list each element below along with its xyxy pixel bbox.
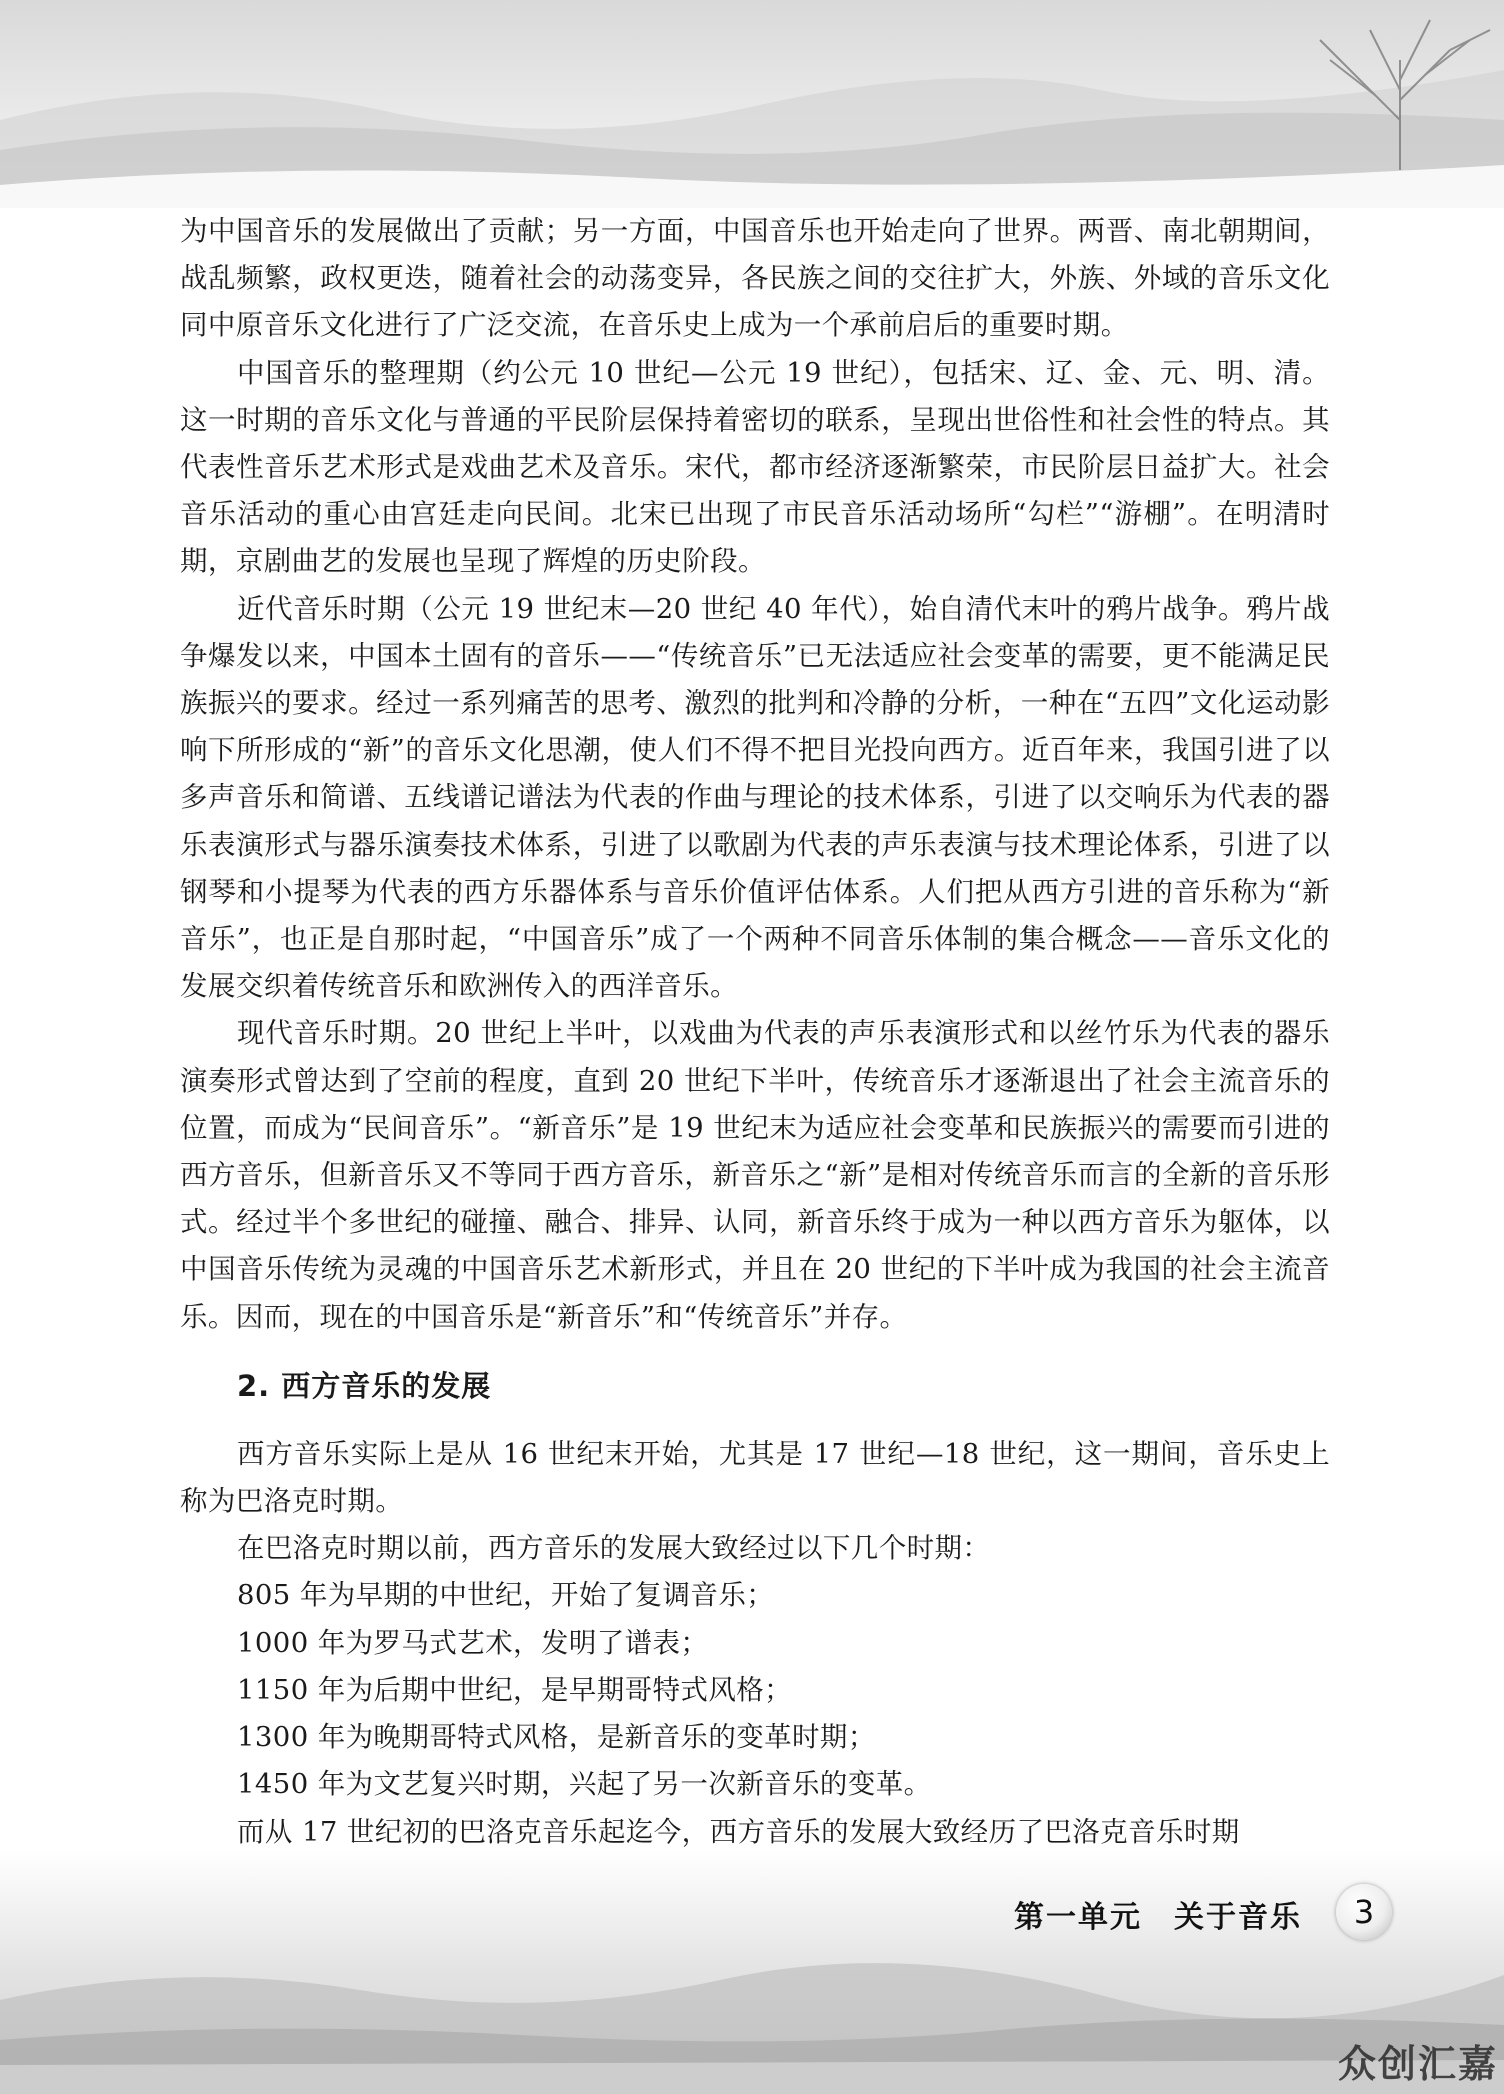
period-list-item: 805 年为早期的中世纪，开始了复调音乐； xyxy=(237,1579,775,1612)
page-footer xyxy=(980,1884,1400,1944)
body-text xyxy=(180,208,1330,1856)
period-list-item: 1000 年为罗马式艺术，发明了谱表； xyxy=(237,1626,709,1659)
period-list-item: 1300 年为晚期哥特式风格，是新音乐的变革时期； xyxy=(237,1721,876,1754)
paragraph-consolidation-period: 中国音乐的整理期（约公元 10 世纪—公元 19 世纪），包括宋、辽、金、元、明、清。这一时期的音乐文化与普通的平民阶层保持着密切的联系，呈现出世俗性和社会性的特点。其代表性音乐艺术形式是戏曲艺术及音乐。宋代，都市经济逐渐繁荣，市民阶层日益扩大。社会音乐活动的重心由宫廷走向民间。北宋已出现了市民音乐活动场所“勾栏”“游棚”。在明清时期，京剧曲艺的发展也呈现了辉煌的历史阶段。 xyxy=(180,356,1330,578)
paragraph-continuation: 为中国音乐的发展做出了贡献；另一方面，中国音乐也开始走向了世界。两晋、南北朝期间，战乱频繁，政权更迭，随着社会的动荡变异，各民族之间的交往扩大，外族、外域的音乐文化同中原音乐文化进行了广泛交流，在音乐史上成为一个承前启后的重要时期。 xyxy=(180,215,1330,342)
section-heading: 2. 西方音乐的发展 xyxy=(237,1368,492,1403)
paragraph-modern-era: 近代音乐时期（公元 19 世纪末—20 世纪 40 年代），始自清代末叶的鸦片战争。鸦片战争爆发以来，中国本土固有的音乐——“传统音乐”已无法适应社会变革的需要，更不能满足民族振兴的要求。经过一系列痛苦的思考、激烈的批判和冷静的分析，一种在“五四”文化运动影响下所形成的“新”的音乐文化思潮，使人们不得不把目光投向西方。近百年来，我国引进了以多声音乐和简谱、五线谱记谱法为代表的作曲与理论的技术体系，引进了以交响乐为代表的器乐表演形式与器乐演奏技术体系，引进了以歌剧为代表的声乐表演与技术理论体系，引进了以钢琴和小提琴为代表的西方乐器体系与音乐价值评估体系。人们把从西方引进的音乐称为“新音乐”，也正是自那时起，“中国音乐”成了一个两种不同音乐体制的集合概念——音乐文化的发展交织着传统音乐和欧洲传入的西洋音乐。 xyxy=(180,592,1330,1003)
paragraph-baroque-intro: 西方音乐实际上是从 16 世纪末开始，尤其是 17 世纪—18 世纪，这一期间，音乐史上称为巴洛克时期。 xyxy=(180,1437,1330,1518)
paragraph-since-baroque: 而从 17 世纪初的巴洛克音乐起迄今，西方音乐的发展大致经历了巴洛克音乐时期 xyxy=(237,1815,1240,1848)
page-number: 3 xyxy=(1336,1884,1392,1940)
paragraph-contemporary-era: 现代音乐时期。20 世纪上半叶，以戏曲为代表的声乐表演形式和以丝竹乐为代表的器乐演奏形式曾达到了空前的程度，直到 20 世纪下半叶，传统音乐才逐渐退出了社会主流音乐的位置，而成为“民间音乐”。“新音乐”是 19 世纪末为适应社会变革和民族振兴的需要而引进的西方音乐，但新音乐又不等同于西方音乐，新音乐之“新”是相对传统音乐而言的全新的音乐形式。经过半个多世纪的碰撞、融合、排异、认同，新音乐终于成为一种以西方音乐为躯体，以中国音乐传统为灵魂的中国音乐艺术新形式，并且在 20 世纪的下半叶成为我国的社会主流音乐。因而，现在的中国音乐是“新音乐”和“传统音乐”并存。 xyxy=(180,1017,1330,1333)
header-landscape-art xyxy=(0,0,1504,220)
period-list-item: 1450 年为文艺复兴时期，兴起了另一次新音乐的变革。 xyxy=(237,1768,932,1801)
paragraph-pre-baroque: 在巴洛克时期以前，西方音乐的发展大致经过以下几个时期： xyxy=(237,1532,991,1565)
period-list-item: 1150 年为后期中世纪，是早期哥特式风格； xyxy=(237,1673,793,1706)
unit-title: 第一单元 关于音乐 xyxy=(1014,1900,1302,1935)
watermark: 众创汇嘉 xyxy=(1337,2042,1498,2086)
